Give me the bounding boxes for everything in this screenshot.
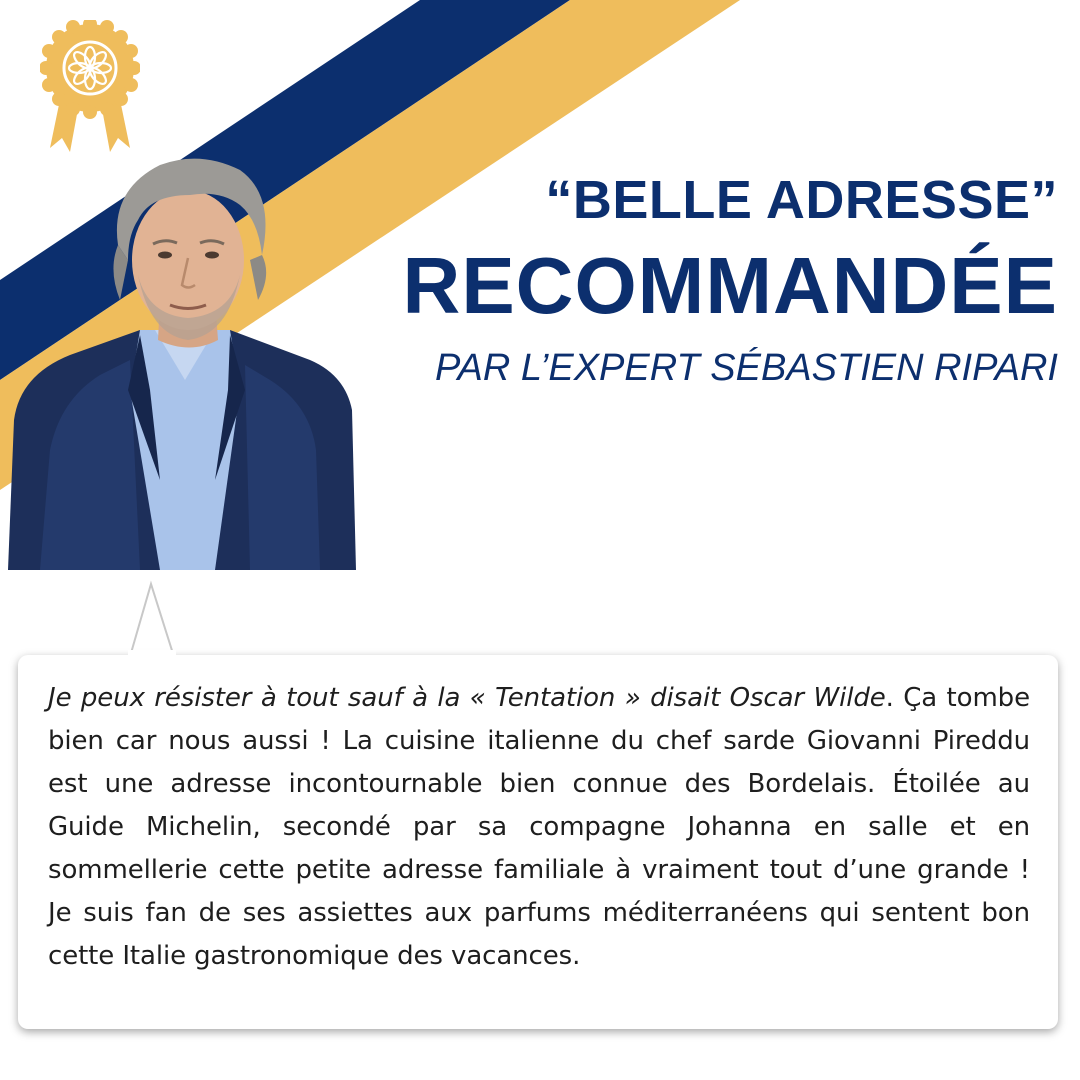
award-ribbon-icon — [40, 20, 140, 160]
tail-join — [128, 650, 176, 664]
quote-italic: Je peux résister à tout sauf à la « Tentation » disait Oscar Wilde — [48, 683, 886, 713]
expert-portrait — [0, 150, 360, 570]
quote-body: . Ça tombe bien car nous aussi ! La cuisine italienne du chef sarde Giovanni Pireddu est une adresse incontournable bien connue des Bordelais. Étoilée au Guide Michelin, secondé par sa compagne Johanna en salle et en sommellerie cette petite adresse familiale à vraiment tout d’une grande ! Je suis fan de ses assiettes aux parfums méditerranéens qui sentent bon cette Italie gastronomique des vacances. — [48, 683, 1030, 971]
headline-recommandee: RECOMMANDÉE — [402, 241, 1058, 330]
headline-block — [358, 168, 1058, 392]
headline-belle-adresse: “BELLE ADRESSE” — [545, 170, 1058, 230]
quote-text — [48, 677, 1030, 978]
quote-bubble — [18, 655, 1058, 1029]
headline-expert: PAR L’EXPERT SÉBASTIEN RIPARI — [435, 347, 1058, 389]
